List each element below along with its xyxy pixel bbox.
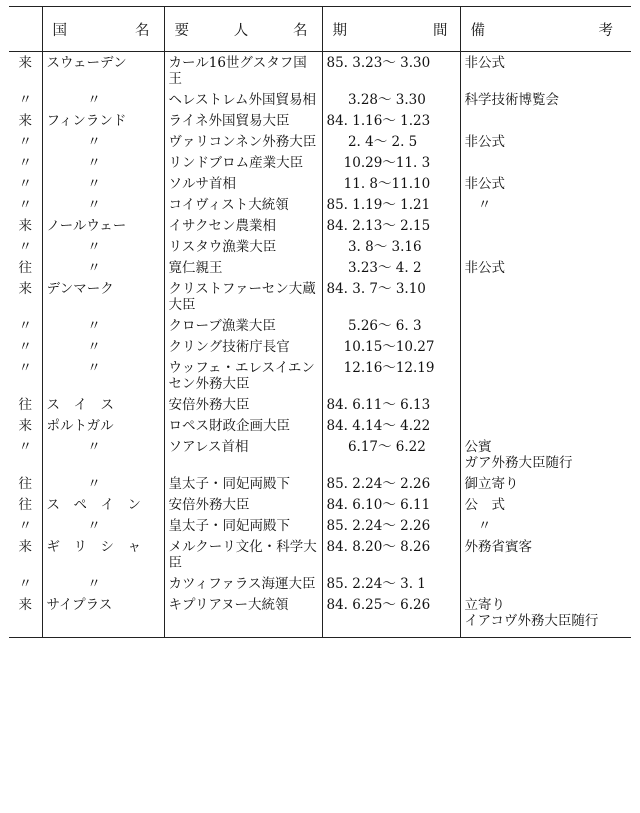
table-row (9, 52, 631, 90)
period-cell (322, 573, 460, 594)
table-row (9, 257, 631, 278)
remarks-cell (460, 152, 631, 173)
period-cell-text: 3. 8〜 3.16 (326, 239, 422, 255)
person-cell (164, 131, 322, 152)
remarks-cell-text: 〃 (477, 197, 492, 213)
remarks-cell (460, 278, 631, 315)
period-cell-text: 85. 3.23〜 3.30 (326, 55, 431, 71)
visits-table (9, 6, 631, 638)
remarks-cell (460, 573, 631, 594)
person-cell-text: メルクーリ文化・科学大臣 (168, 539, 317, 571)
period-cell (322, 594, 460, 638)
remarks-cell (460, 194, 631, 215)
direction-cell-text: 往 (18, 476, 32, 492)
country-cell-text: 〃 (87, 476, 101, 492)
direction-cell (9, 336, 42, 357)
header-person-char-1: 要 (174, 22, 189, 39)
direction-cell (9, 152, 42, 173)
person-cell (164, 315, 322, 336)
direction-cell-text: 来 (18, 218, 32, 234)
table-row (9, 594, 631, 638)
period-cell-text: 84. 1.16〜 1.23 (326, 113, 431, 129)
table-row (9, 494, 631, 515)
period-cell-text: 85. 2.24〜 2.26 (326, 518, 431, 534)
country-cell-text: 〃 (87, 360, 101, 376)
person-cell-text: ソルサ首相 (168, 176, 236, 192)
direction-cell (9, 173, 42, 194)
header-direction (9, 7, 42, 52)
table-row (9, 357, 631, 394)
country-cell-text: 〃 (87, 260, 101, 276)
person-cell-text: 安倍外務大臣 (168, 397, 250, 413)
remarks-cell (460, 315, 631, 336)
person-cell-text: カツィファラス海運大臣 (168, 576, 316, 592)
direction-cell (9, 536, 42, 573)
country-cell (42, 52, 164, 90)
period-cell (322, 336, 460, 357)
remarks-cell (460, 473, 631, 494)
direction-cell (9, 131, 42, 152)
remarks-cell (460, 394, 631, 415)
period-cell-text: 84. 4.14〜 4.22 (326, 418, 431, 434)
country-cell (42, 357, 164, 394)
remarks-cell (460, 215, 631, 236)
remarks-cell (460, 257, 631, 278)
period-cell-text: 85. 1.19〜 1.21 (326, 197, 431, 213)
table-row (9, 278, 631, 315)
country-cell-text: サイプラス (46, 597, 113, 613)
direction-cell (9, 473, 42, 494)
header-country-char-2: 名 (135, 22, 150, 39)
table-row (9, 436, 631, 473)
table-row (9, 415, 631, 436)
direction-cell-text: 来 (18, 113, 32, 129)
remarks-cell (460, 89, 631, 110)
country-cell-text: 〃 (87, 518, 101, 534)
remarks-cell (460, 594, 631, 638)
person-cell-text: イサクセン農業相 (168, 218, 276, 234)
person-cell (164, 52, 322, 90)
direction-cell-text: 〃 (18, 92, 32, 108)
direction-cell (9, 257, 42, 278)
period-cell-text: 3.23〜 4. 2 (326, 260, 422, 276)
period-cell-text: 84. 8.20〜 8.26 (326, 539, 431, 555)
country-cell (42, 194, 164, 215)
direction-cell-text: 〃 (18, 518, 32, 534)
remarks-cell-text: 非公式 (464, 260, 505, 276)
period-cell (322, 515, 460, 536)
period-cell (322, 236, 460, 257)
direction-cell-text: 〃 (18, 576, 32, 592)
person-cell-text: リスタウ漁業大臣 (168, 239, 277, 255)
visits-table-sheet (9, 6, 631, 638)
person-cell-text: クリストファーセン大蔵大臣 (168, 281, 316, 313)
person-cell-text: キプリアヌー大統領 (168, 597, 289, 613)
person-cell-text: ロペス財政企画大臣 (168, 418, 290, 434)
person-cell (164, 494, 322, 515)
table-row (9, 152, 631, 173)
remarks-cell (460, 415, 631, 436)
table-row (9, 215, 631, 236)
person-cell-text: 寛仁親王 (168, 260, 223, 276)
person-cell (164, 278, 322, 315)
person-cell (164, 257, 322, 278)
direction-cell-text: 来 (18, 418, 32, 434)
period-cell (322, 257, 460, 278)
person-cell-text: リンドブロム産業大臣 (168, 155, 304, 171)
country-cell (42, 173, 164, 194)
period-cell (322, 110, 460, 131)
country-cell-text: 〃 (87, 92, 101, 108)
period-cell (322, 536, 460, 573)
direction-cell-text: 〃 (18, 439, 32, 455)
person-cell (164, 573, 322, 594)
period-cell-text: 85. 2.24〜 3. 1 (326, 576, 426, 592)
remarks-cell (460, 515, 631, 536)
person-cell (164, 236, 322, 257)
person-cell-text: 皇太子・同妃両殿下 (168, 518, 290, 534)
header-person-char-3: 名 (293, 22, 308, 39)
person-cell-text: ヘレストレム外国貿易相 (168, 92, 317, 108)
person-cell (164, 357, 322, 394)
remarks-cell-text: 非公式 (464, 176, 505, 192)
country-cell-text: 〃 (87, 318, 101, 334)
direction-cell (9, 236, 42, 257)
country-cell (42, 336, 164, 357)
period-cell-text: 84. 3. 7〜 3.10 (326, 281, 426, 297)
country-cell-text: 〃 (87, 134, 101, 150)
header-person (164, 7, 322, 52)
person-cell (164, 110, 322, 131)
direction-cell (9, 436, 42, 473)
table-row (9, 173, 631, 194)
remarks-cell-text: 外務省賓客 (464, 539, 532, 555)
header-period-char-2: 間 (433, 22, 448, 39)
period-cell (322, 315, 460, 336)
remarks-cell (460, 131, 631, 152)
table-row (9, 131, 631, 152)
direction-cell (9, 594, 42, 638)
table-body (9, 52, 631, 638)
remarks-cell (460, 536, 631, 573)
period-cell-text: 84. 6.25〜 6.26 (326, 597, 431, 613)
direction-cell (9, 215, 42, 236)
header-country-char-1: 国 (52, 22, 67, 39)
person-cell (164, 536, 322, 573)
person-cell (164, 436, 322, 473)
header-period-char-1: 期 (332, 22, 347, 39)
period-cell-text: 84. 2.13〜 2.15 (326, 218, 431, 234)
direction-cell-text: 〃 (18, 155, 32, 171)
country-cell (42, 236, 164, 257)
country-cell (42, 131, 164, 152)
direction-cell (9, 573, 42, 594)
direction-cell (9, 89, 42, 110)
country-cell-text: 〃 (87, 239, 101, 255)
person-cell (164, 89, 322, 110)
period-cell (322, 173, 460, 194)
period-cell-text: 5.26〜 6. 3 (326, 318, 422, 334)
period-cell (322, 436, 460, 473)
country-cell (42, 494, 164, 515)
person-cell (164, 415, 322, 436)
remarks-cell (460, 110, 631, 131)
country-cell (42, 415, 164, 436)
country-cell-text: ノールウェー (46, 218, 127, 234)
remarks-cell-text: 公 式 (464, 497, 505, 513)
person-cell-text: ウッフェ・エレスイエンセン外務大臣 (168, 360, 315, 392)
country-cell (42, 215, 164, 236)
country-cell-text: 〃 (87, 339, 101, 355)
person-cell-text: ライネ外国貿易大臣 (168, 113, 290, 129)
country-cell (42, 315, 164, 336)
period-cell-text: 84. 6.10〜 6.11 (326, 497, 431, 513)
table-row (9, 89, 631, 110)
direction-cell (9, 494, 42, 515)
person-cell-text: コイヴィスト大統領 (168, 197, 289, 213)
country-cell (42, 436, 164, 473)
period-cell (322, 473, 460, 494)
country-cell (42, 394, 164, 415)
direction-cell-text: 〃 (18, 176, 32, 192)
table-row (9, 315, 631, 336)
direction-cell (9, 52, 42, 90)
direction-cell-text: 往 (18, 497, 32, 513)
period-cell (322, 278, 460, 315)
remarks-cell-text: 非公式 (464, 134, 505, 150)
person-cell (164, 394, 322, 415)
person-cell (164, 194, 322, 215)
direction-cell-text: 〃 (18, 239, 32, 255)
country-cell (42, 278, 164, 315)
country-cell (42, 473, 164, 494)
period-cell-text: 11. 8〜11.10 (326, 176, 431, 192)
country-cell-text: ス ペ イ ン (46, 497, 141, 513)
period-cell (322, 52, 460, 90)
country-cell (42, 515, 164, 536)
country-cell-text: スウェーデン (46, 55, 127, 71)
direction-cell-text: 〃 (18, 134, 32, 150)
country-cell-text: 〃 (87, 576, 101, 592)
header-period (322, 7, 460, 52)
period-cell (322, 215, 460, 236)
country-cell (42, 573, 164, 594)
table-row (9, 473, 631, 494)
country-cell-text: ギ リ シ ャ (46, 539, 141, 555)
remarks-cell (460, 236, 631, 257)
table-row (9, 536, 631, 573)
country-cell (42, 89, 164, 110)
table-row (9, 110, 631, 131)
country-cell-text: ポルトガル (46, 418, 114, 434)
country-cell (42, 594, 164, 638)
person-cell-text: 安倍外務大臣 (168, 497, 250, 513)
country-cell (42, 110, 164, 131)
table-row (9, 336, 631, 357)
person-cell-text: カール16世グスタフ国王 (168, 55, 307, 87)
country-cell-text: デンマーク (46, 281, 114, 297)
direction-cell-text: 来 (18, 597, 32, 613)
period-cell (322, 357, 460, 394)
period-cell-text: 2. 4〜 2. 5 (326, 134, 418, 150)
direction-cell (9, 515, 42, 536)
direction-cell (9, 415, 42, 436)
period-cell (322, 131, 460, 152)
direction-cell-text: 来 (18, 281, 32, 297)
person-cell (164, 215, 322, 236)
table-header-row (9, 7, 631, 52)
period-cell-text: 10.29〜11. 3 (326, 155, 431, 171)
remarks-cell (460, 173, 631, 194)
direction-cell (9, 357, 42, 394)
person-cell-text: クリング技術庁長官 (168, 339, 290, 355)
period-cell (322, 494, 460, 515)
period-cell-text: 12.16〜12.19 (326, 360, 435, 376)
table-row (9, 515, 631, 536)
person-cell-text: クローブ漁業大臣 (168, 318, 276, 334)
direction-cell-text: 来 (18, 55, 32, 71)
direction-cell-text: 〃 (18, 318, 32, 334)
remarks-cell-text: 立寄り イアコヴ外務大臣随行 (464, 597, 599, 629)
period-cell-text: 84. 6.11〜 6.13 (326, 397, 431, 413)
direction-cell (9, 394, 42, 415)
table-row (9, 236, 631, 257)
person-cell (164, 336, 322, 357)
person-cell (164, 594, 322, 638)
direction-cell-text: 来 (18, 539, 32, 555)
person-cell (164, 515, 322, 536)
country-cell-text: 〃 (87, 197, 101, 213)
person-cell-text: 皇太子・同妃両殿下 (168, 476, 290, 492)
country-cell-text: 〃 (87, 176, 101, 192)
period-cell-text: 85. 2.24〜 2.26 (326, 476, 431, 492)
remarks-cell (460, 52, 631, 90)
direction-cell-text: 往 (18, 260, 32, 276)
direction-cell-text: 往 (18, 397, 32, 413)
table-row (9, 394, 631, 415)
period-cell (322, 194, 460, 215)
country-cell (42, 152, 164, 173)
direction-cell (9, 110, 42, 131)
person-cell-text: ソアレス首相 (168, 439, 249, 455)
direction-cell-text: 〃 (18, 197, 32, 213)
country-cell-text: ス イ ス (46, 397, 114, 413)
header-remarks-char-1: 備 (470, 22, 485, 39)
period-cell (322, 394, 460, 415)
remarks-cell (460, 357, 631, 394)
period-cell-text: 6.17〜 6.22 (326, 439, 426, 455)
direction-cell (9, 315, 42, 336)
country-cell-text: 〃 (87, 155, 101, 171)
direction-cell-text: 〃 (18, 360, 32, 376)
header-country (42, 7, 164, 52)
remarks-cell-text: 御立寄り (464, 476, 519, 492)
header-remarks (460, 7, 631, 52)
table-row (9, 194, 631, 215)
remarks-cell-text: 〃 (477, 518, 492, 534)
person-cell (164, 473, 322, 494)
direction-cell (9, 278, 42, 315)
header-remarks-char-2: 考 (598, 22, 613, 39)
table-row (9, 573, 631, 594)
country-cell (42, 536, 164, 573)
country-cell-text: 〃 (87, 439, 101, 455)
country-cell (42, 257, 164, 278)
direction-cell (9, 194, 42, 215)
period-cell (322, 415, 460, 436)
period-cell-text: 3.28〜 3.30 (326, 92, 426, 108)
remarks-cell-text: 公賓 ガア外務大臣随行 (464, 439, 573, 471)
remarks-cell-text: 非公式 (464, 55, 505, 71)
person-cell (164, 152, 322, 173)
remarks-cell (460, 336, 631, 357)
period-cell (322, 89, 460, 110)
country-cell-text: フィンランド (46, 113, 127, 129)
period-cell (322, 152, 460, 173)
direction-cell-text: 〃 (18, 339, 32, 355)
person-cell-text: ヴァリコンネン外務大臣 (168, 134, 317, 150)
person-cell (164, 173, 322, 194)
remarks-cell (460, 436, 631, 473)
period-cell-text: 10.15〜10.27 (326, 339, 435, 355)
header-person-char-2: 人 (233, 22, 249, 39)
remarks-cell (460, 494, 631, 515)
remarks-cell-text: 科学技術博覧会 (464, 92, 559, 108)
